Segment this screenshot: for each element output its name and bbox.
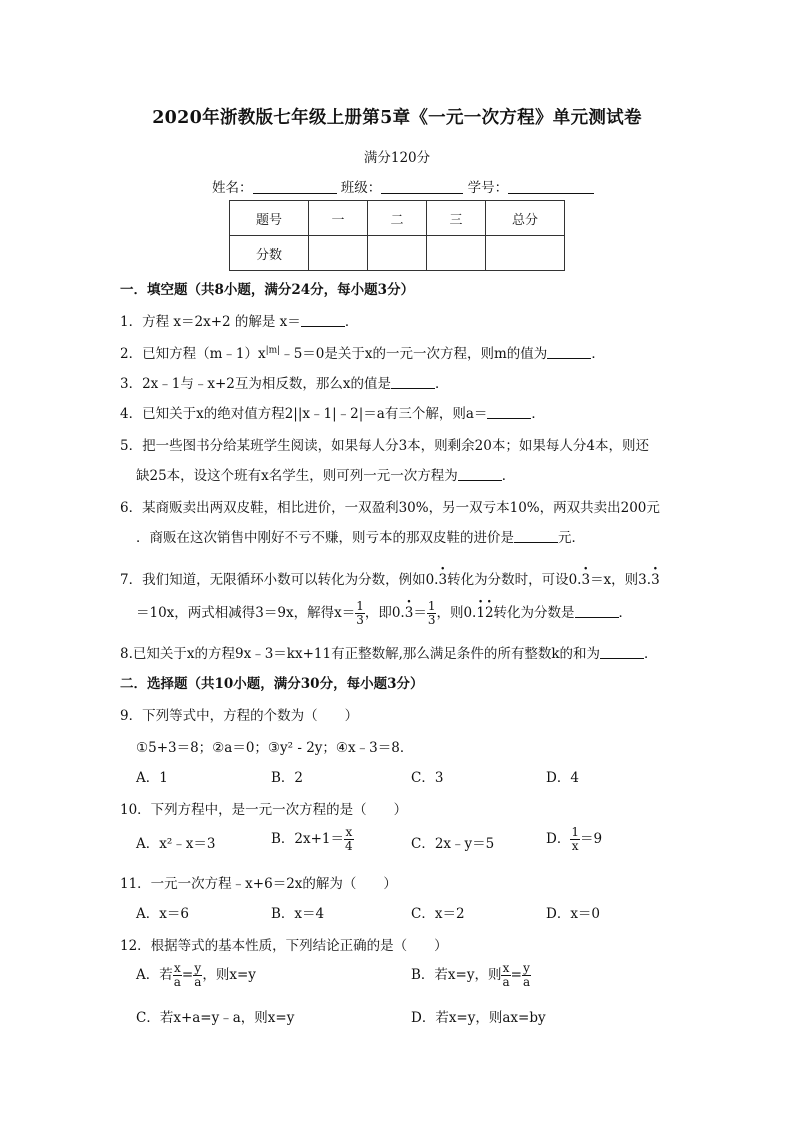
question-5-line2: [136, 464, 515, 484]
repeating-digit: · 3: [651, 572, 660, 588]
question-8: [120, 642, 658, 662]
id-label: 学号：: [467, 180, 509, 196]
option-c[interactable]: C．3: [411, 770, 444, 786]
denominator: a: [502, 975, 510, 989]
option-c[interactable]: C．x＝2: [411, 906, 465, 922]
score-table: [229, 200, 565, 271]
question-number: 7．: [120, 572, 143, 588]
option-d[interactable]: D．若x=y，则ax=by: [411, 1010, 546, 1026]
student-info-line: [212, 176, 594, 196]
question-end: ．: [531, 406, 545, 422]
question-text: ＝: [413, 605, 427, 621]
answer-blank[interactable]: [458, 468, 502, 481]
question-6: [120, 496, 660, 516]
question-text: 缺25本，设这个班有x名学生，则可列一元一次方程为: [136, 468, 458, 484]
question-text: 已知关于x的绝对值方程2||x﹣1|﹣2|＝a有三个解，则a＝: [142, 406, 488, 422]
question-end: ．: [591, 346, 605, 362]
id-blank[interactable]: [508, 180, 594, 194]
question-text: 某商贩卖出两双皮鞋，相比进价，一双盈利30%，另一双亏本10%，两双共卖出200元: [142, 500, 660, 516]
answer-blank[interactable]: [301, 314, 345, 327]
question-text: ，即0.: [364, 605, 405, 621]
numerator: y: [523, 961, 530, 975]
numerator: x: [173, 961, 181, 975]
option-c[interactable]: C．2x﹣y＝5: [411, 836, 495, 852]
name-blank[interactable]: [253, 180, 337, 194]
numerator: 1: [356, 599, 364, 613]
option-d[interactable]: D．4: [546, 770, 579, 786]
question-end: ．: [644, 646, 658, 662]
repeating-digit: · 3: [581, 572, 590, 588]
denominator: a: [522, 975, 531, 989]
question-4: [120, 402, 545, 422]
question-7: [120, 568, 660, 588]
denominator: a: [194, 975, 202, 989]
question-number: 2．: [120, 346, 143, 362]
repeating-digit: · 3: [438, 572, 447, 588]
score-cell[interactable]: [309, 236, 368, 271]
option-a[interactable]: A．x²﹣x＝3: [136, 836, 216, 852]
fraction: [570, 826, 580, 853]
question-text: 2x﹣1与﹣x+2互为相反数，那么x的值是: [142, 376, 392, 392]
section2-heading: 二．选择题（共10小题，满分30分，每小题3分）: [120, 676, 424, 692]
question-text: 转化为分数时，可设0.: [447, 572, 582, 588]
question-3: [120, 372, 449, 392]
page-title: 2020年浙教版七年级上册第5章《一元一次方程》单元测试卷: [152, 108, 642, 128]
answer-blank[interactable]: [575, 605, 619, 618]
question-number: 6．: [120, 500, 143, 516]
denominator: a: [173, 975, 181, 989]
table-header-cell: 三: [427, 201, 486, 236]
section1-heading: 一．填空题（共8小题，满分24分，每小题3分）: [120, 282, 415, 298]
answer-blank[interactable]: [600, 646, 644, 659]
option-a[interactable]: [136, 962, 256, 989]
answer-blank[interactable]: [487, 406, 531, 419]
question-text: 方程 x＝2x+2 的解是 x＝: [142, 314, 301, 330]
option-text: B．2x+1＝: [271, 831, 345, 847]
option-b[interactable]: [411, 962, 531, 989]
score-cell[interactable]: [427, 236, 486, 271]
question-number: 3．: [120, 376, 143, 392]
question-text: 把一些图书分给某班学生阅读，如果每人分3本，则剩余20本；如果每人分4本，则还: [142, 438, 649, 454]
numerator: x: [502, 961, 510, 975]
numerator: 1: [571, 825, 579, 839]
score-row-label: 分数: [230, 236, 309, 271]
denominator: x: [571, 839, 579, 853]
score-cell[interactable]: [486, 236, 565, 271]
option-d[interactable]: D．x＝0: [546, 906, 601, 922]
repeating-digit: · 2: [485, 605, 494, 621]
score-table-score-row: [230, 236, 565, 271]
option-b[interactable]: B．2: [271, 770, 304, 786]
table-header-cell: 二: [368, 201, 427, 236]
option-text: ＝9: [579, 831, 603, 847]
table-header-cell: 一: [309, 201, 368, 236]
question-10-stem: 10．下列方程中，是一元一次方程的是（ ）: [120, 802, 408, 818]
numerator: 1: [427, 599, 436, 613]
answer-blank[interactable]: [514, 530, 558, 543]
question-6-line2: [136, 526, 585, 546]
fraction: [355, 600, 365, 627]
denominator: 3: [427, 613, 436, 627]
question-1: [120, 310, 358, 330]
question-11-stem: 11．一元一次方程﹣x+6＝2x的解为（ ）: [120, 876, 397, 892]
name-label: 姓名：: [212, 180, 253, 196]
denominator: 4: [345, 839, 353, 853]
repeating-digit: · 3: [405, 605, 414, 621]
question-text: ，则0.: [436, 605, 477, 621]
exponent: |m|: [265, 345, 281, 356]
fraction: [173, 962, 182, 989]
class-blank[interactable]: [381, 180, 463, 194]
fraction: [193, 962, 202, 989]
repeating-digit: · 1: [476, 605, 485, 621]
denominator: 3: [356, 613, 364, 627]
question-text: ＝10x，两式相减得3＝9x，解得x＝: [136, 605, 356, 621]
answer-blank[interactable]: [391, 376, 435, 389]
option-text: B．若x=y，则: [411, 967, 502, 983]
option-a[interactable]: A．1: [136, 770, 168, 786]
fraction: [344, 826, 354, 853]
question-text: 8.已知关于x的方程9x﹣3＝kx+11有正整数解,那么满足条件的所有整数k的和为: [120, 646, 601, 662]
fraction: [522, 962, 531, 989]
question-12-stem: 12．根据等式的基本性质，下列结论正确的是（ ）: [120, 938, 448, 954]
question-end: ．: [618, 605, 633, 621]
question-text: 我们知道，无限循环小数可以转化为分数，例如0.: [142, 572, 439, 588]
option-b[interactable]: [271, 826, 354, 853]
option-text: =: [510, 967, 522, 983]
answer-blank[interactable]: [547, 346, 591, 359]
question-number: 1．: [120, 314, 143, 330]
question-number: 4．: [120, 406, 143, 422]
option-text: ，则x=y: [202, 967, 256, 983]
question-2: [120, 342, 605, 362]
class-label: 班级：: [340, 180, 382, 196]
option-text: D．: [546, 831, 571, 847]
numerator: y: [194, 961, 202, 975]
option-text: =: [181, 967, 194, 983]
question-end: ．: [501, 468, 516, 484]
question-text: 已知方程（m﹣1）x: [142, 346, 266, 362]
question-end: 元．: [558, 530, 585, 546]
numerator: x: [345, 825, 353, 839]
question-text: ＝x，则3.: [590, 572, 652, 588]
question-5: [120, 434, 649, 454]
question-text: ﹣5＝0是关于x的一元一次方程，则m的值为: [280, 346, 548, 362]
table-header-cell: 总分: [486, 201, 565, 236]
table-header-cell: 题号: [230, 201, 309, 236]
option-d[interactable]: [546, 826, 602, 853]
question-9-stem: 9．下列等式中，方程的个数为（ ）: [120, 708, 359, 724]
question-end: ．: [435, 376, 449, 392]
score-table-header-row: [230, 201, 565, 236]
question-number: 5．: [120, 438, 143, 454]
score-cell[interactable]: [368, 236, 427, 271]
question-end: ．: [344, 314, 359, 330]
question-text: ．商贩在这次销售中刚好不亏不赚，则亏本的那双皮鞋的进价是: [136, 530, 514, 546]
question-9-items: ①5+3＝8；②a＝0；③y² - 2y；④x﹣3＝8．: [136, 740, 414, 756]
question-7-line2: [136, 600, 632, 627]
option-text: A．若: [136, 967, 173, 983]
option-a[interactable]: A．x＝6: [136, 906, 189, 922]
question-text: 转化为分数是: [493, 605, 575, 621]
option-b[interactable]: B．x＝4: [271, 906, 325, 922]
full-score-label: 满分120分: [363, 150, 431, 166]
fraction: [501, 962, 510, 989]
option-c[interactable]: C．若x+a=y﹣a，则x=y: [136, 1010, 295, 1026]
